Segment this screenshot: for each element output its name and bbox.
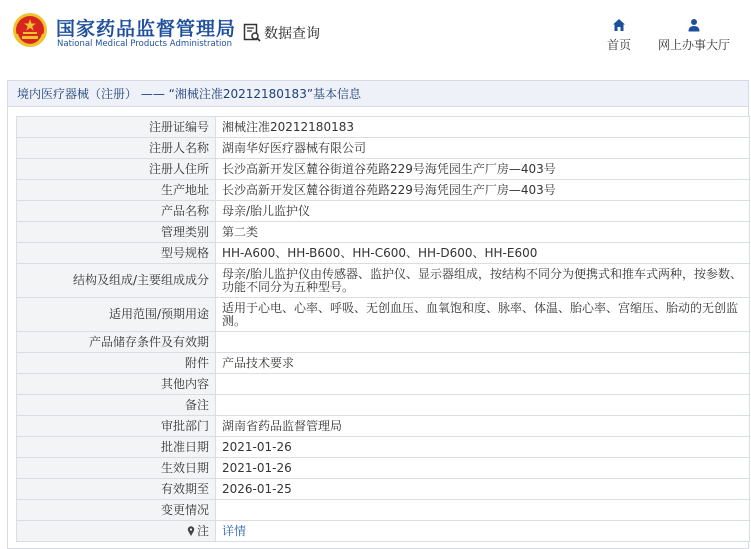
- site-title-cn[interactable]: 国家药品监督管理局: [56, 18, 237, 40]
- pin-icon: [187, 526, 195, 536]
- table-row: [17, 395, 750, 416]
- table-row: [17, 416, 750, 437]
- table-row: [17, 159, 750, 180]
- field-label: 生效日期: [17, 458, 216, 479]
- field-value: [216, 332, 750, 353]
- data-query-label: 数据查询: [264, 26, 320, 42]
- table-row: [17, 458, 750, 479]
- table-row: [17, 479, 750, 500]
- table-row: [17, 264, 750, 298]
- device-info-table: [16, 116, 750, 542]
- user-icon: [687, 18, 701, 32]
- field-value: 长沙高新开发区麓谷街道谷苑路229号海凭园生产厂房—403号: [216, 180, 750, 201]
- table-row: [17, 521, 750, 542]
- field-label: 其他内容: [17, 374, 216, 395]
- breadcrumb: 境内医疗器械（注册） —— “湘械注准20212180183”基本信息: [8, 81, 748, 107]
- nav-online-service-hall[interactable]: [655, 18, 733, 53]
- field-value: [216, 374, 750, 395]
- nav-home[interactable]: [603, 18, 635, 53]
- field-value: 湖南省药品监督管理局: [216, 416, 750, 437]
- table-row: [17, 222, 750, 243]
- field-label: 有效期至: [17, 479, 216, 500]
- document-search-icon: [243, 23, 261, 43]
- field-value: 母亲/胎儿监护仪由传感器、监护仪、显示器组成，按结构不同分为便携式和推车式两种，按参数、功能不同分为五种型号。: [216, 264, 750, 298]
- field-label: 审批部门: [17, 416, 216, 437]
- field-value: [216, 395, 750, 416]
- field-value: 2021-01-26: [216, 458, 750, 479]
- table-row: [17, 138, 750, 159]
- field-value: 母亲/胎儿监护仪: [216, 201, 750, 222]
- field-value: 适用于心电、心率、呼吸、无创血压、血氧饱和度、脉率、体温、胎心率、宫缩压、胎动的无创监测。: [216, 298, 750, 332]
- field-value: 产品技术要求: [216, 353, 750, 374]
- field-value: HH-A600、HH-B600、HH-C600、HH-D600、HH-E600: [216, 243, 750, 264]
- home-icon: [612, 18, 626, 32]
- field-label: 结构及组成/主要组成成分: [17, 264, 216, 298]
- note-value: [216, 521, 750, 542]
- field-value: [216, 500, 750, 521]
- field-label: 产品名称: [17, 201, 216, 222]
- field-value: 2021-01-26: [216, 437, 750, 458]
- table-row: [17, 243, 750, 264]
- table-row: [17, 201, 750, 222]
- field-value: 湘械注准20212180183: [216, 117, 750, 138]
- field-label: 适用范围/预期用途: [17, 298, 216, 332]
- nav-home-label: 首页: [606, 38, 631, 52]
- site-title-en: National Medical Products Administration: [57, 39, 232, 49]
- field-value: 湖南华好医疗器械有限公司: [216, 138, 750, 159]
- field-label: 注册证编号: [17, 117, 216, 138]
- national-emblem-icon[interactable]: [12, 12, 48, 48]
- field-value: 2026-01-25: [216, 479, 750, 500]
- data-query-link[interactable]: [243, 22, 320, 44]
- detail-panel: [7, 80, 749, 549]
- field-label: 管理类别: [17, 222, 216, 243]
- note-label-cell: [17, 521, 216, 542]
- nav-online-service-hall-label: 网上办事大厅: [657, 38, 730, 52]
- details-link[interactable]: 详情: [222, 523, 247, 538]
- field-value: 长沙高新开发区麓谷街道谷苑路229号海凭园生产厂房—403号: [216, 159, 750, 180]
- table-row: [17, 180, 750, 201]
- field-label: 批准日期: [17, 437, 216, 458]
- table-row: [17, 500, 750, 521]
- field-label: 型号规格: [17, 243, 216, 264]
- table-row: [17, 298, 750, 332]
- table-row: [17, 437, 750, 458]
- table-row: [17, 374, 750, 395]
- table-row: [17, 332, 750, 353]
- field-label: 备注: [17, 395, 216, 416]
- site-header: [0, 0, 751, 72]
- field-label: 注册人名称: [17, 138, 216, 159]
- table-row: [17, 353, 750, 374]
- field-label: 变更情况: [17, 500, 216, 521]
- field-label: 产品储存条件及有效期: [17, 332, 216, 353]
- note-label: 注: [196, 523, 209, 538]
- field-label: 附件: [17, 353, 216, 374]
- field-value: 第二类: [216, 222, 750, 243]
- field-label: 生产地址: [17, 180, 216, 201]
- table-row: [17, 117, 750, 138]
- field-label: 注册人住所: [17, 159, 216, 180]
